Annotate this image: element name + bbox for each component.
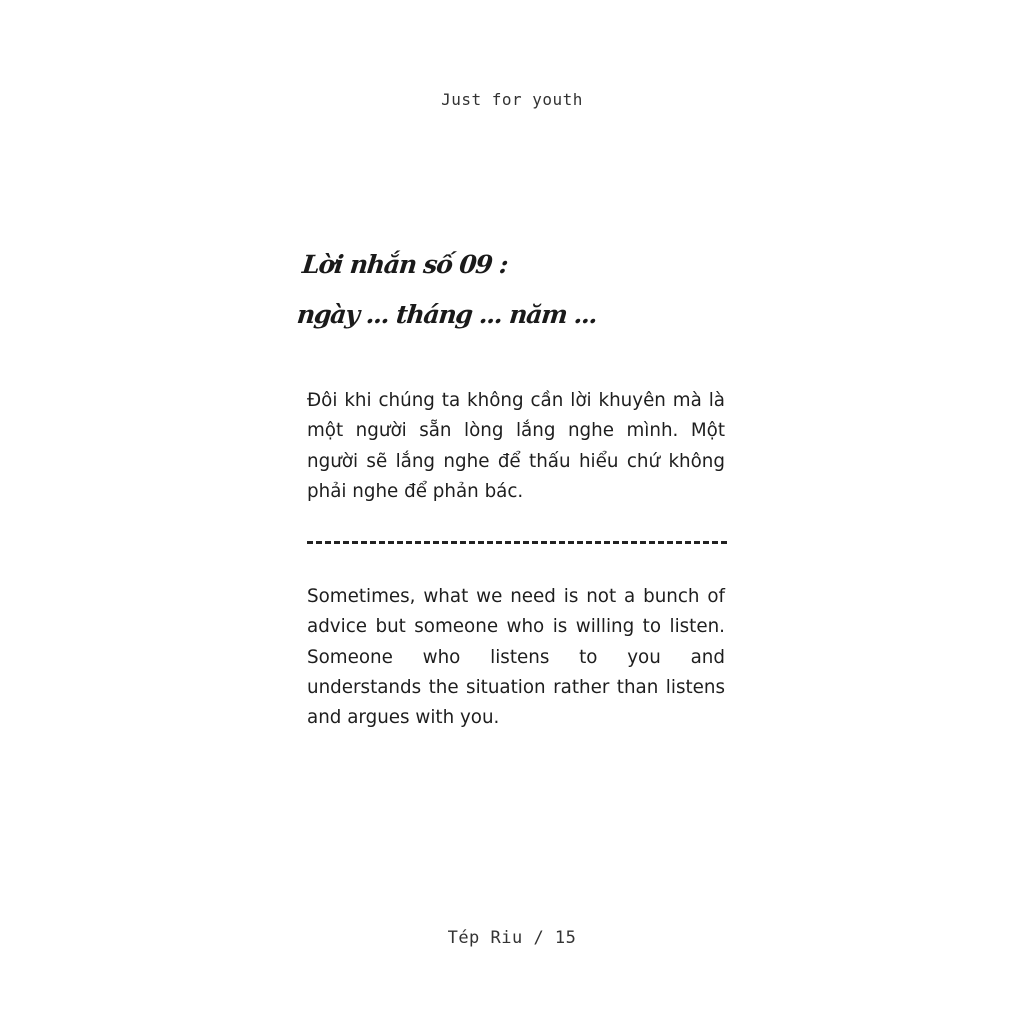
english-paragraph: Sometimes, what we need is not a bunch of advice but someone who is willing to listen. Someone who listens to you and understands the situation rather than listens and argues with you.: [307, 586, 725, 729]
dashed-divider: [307, 541, 727, 544]
running-header: Just for youth: [441, 90, 583, 109]
date-line: ngày ... tháng ... năm ...: [295, 300, 599, 329]
note-number-heading: Lời nhắn số 09 :: [300, 250, 509, 279]
note-title: [294, 240, 725, 340]
vietnamese-paragraph: Đôi khi chúng ta không cần lời khuyên mà là một người sẵn lòng lắng nghe mình. Một người sẽ lắng nghe để thấu hiểu chứ không phải nghe để phản bác.: [307, 390, 725, 502]
page-footer: Tép Riu / 15: [447, 928, 577, 948]
